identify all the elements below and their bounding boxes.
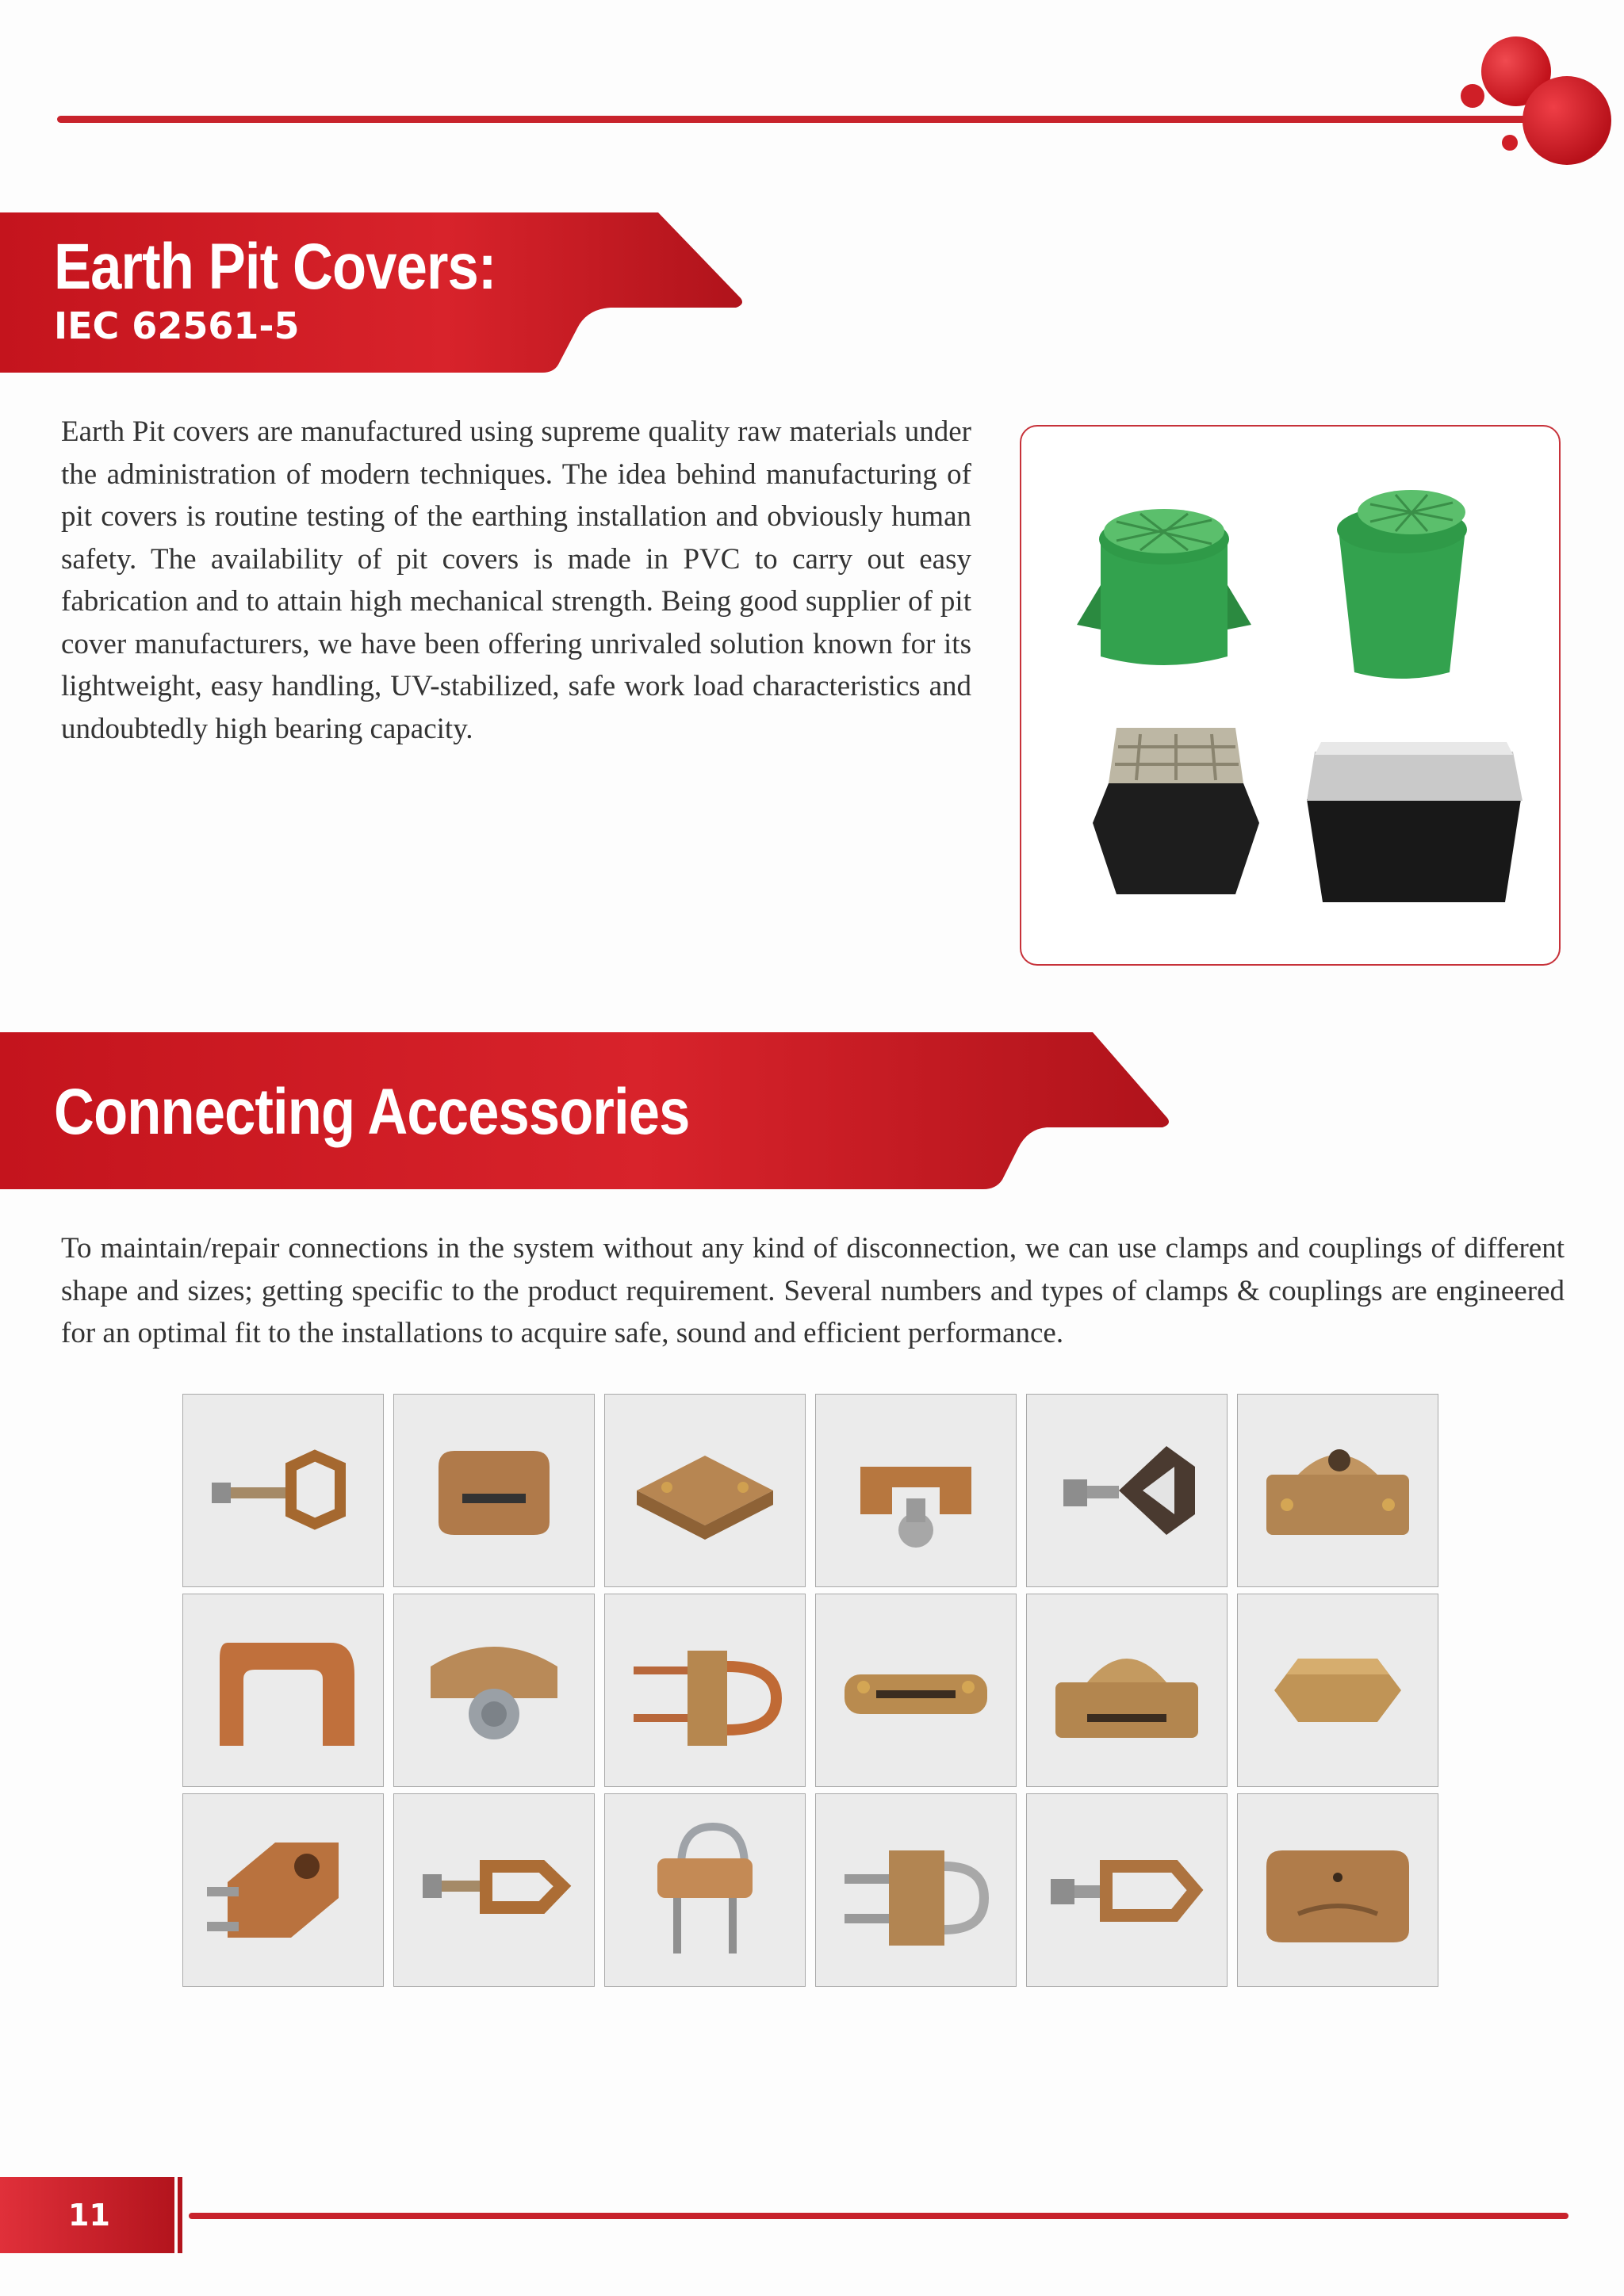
pit-covers-illustration [1021, 427, 1559, 964]
accessory-tile [393, 1793, 595, 1987]
paragraph: To maintain/repair connections in the system without any kind of disconnection, we can use clamps and couplings of different shape and sizes; getting specific to the product requirement. Several numbers and types of clamps & couplings are engineered for an optimal fit to the installations to acquire safe, sound and efficient performance. [61, 1232, 1565, 1349]
decor-bubble [1502, 135, 1518, 151]
decor-bubble [1522, 76, 1611, 165]
accessory-tile [815, 1594, 1017, 1787]
connecting-description [61, 1227, 1565, 1355]
paragraph: Earth Pit covers are manufactured using supreme quality raw materials under the administration of modern techniques. The idea behind manufacturing of pit covers is routine testing of the earthing installation and obviously human safety. The availability of pit covers is made in PVC to carry out easy fabrication and to attain high mechanical strength. Being good supplier of pit cover manufacturers, we have been offering unrivaled solution known for its lightweight, easy handling, UV-stabilized, safe work load characteristics and undoubtedly high bearing capacity. [61, 415, 971, 745]
accessory-tile [1237, 1394, 1438, 1587]
section-title: Earth Pit Covers: [54, 231, 496, 303]
pit-covers-image-panel [1020, 425, 1561, 966]
accessory-tile [182, 1793, 384, 1987]
footer-divider [178, 2177, 182, 2253]
section-subtitle: IEC 62561-5 [54, 304, 300, 347]
accessory-tile [1026, 1793, 1228, 1987]
section-title: Connecting Accessories [54, 1076, 690, 1148]
accessory-tile [393, 1394, 595, 1587]
accessory-tile [604, 1594, 806, 1787]
decor-bubble [1461, 84, 1484, 108]
page-number: 11 [0, 2177, 174, 2253]
accessory-tile [182, 1594, 384, 1787]
bottom-divider [189, 2213, 1568, 2219]
accessory-tile [604, 1394, 806, 1587]
accessory-tile [1237, 1594, 1438, 1787]
accessory-tile [815, 1793, 1017, 1987]
accessory-tile [815, 1394, 1017, 1587]
accessory-tile [1237, 1793, 1438, 1987]
accessories-image-grid [182, 1394, 1438, 1987]
section-banner-connecting [0, 1029, 1182, 1192]
earth-pit-description [61, 411, 971, 750]
accessory-tile [1026, 1594, 1228, 1787]
section-banner-earth-pit [0, 209, 745, 376]
top-divider [57, 116, 1532, 123]
accessory-tile [182, 1394, 384, 1587]
accessory-tile [1026, 1394, 1228, 1587]
accessory-tile [393, 1594, 595, 1787]
accessory-tile [604, 1793, 806, 1987]
